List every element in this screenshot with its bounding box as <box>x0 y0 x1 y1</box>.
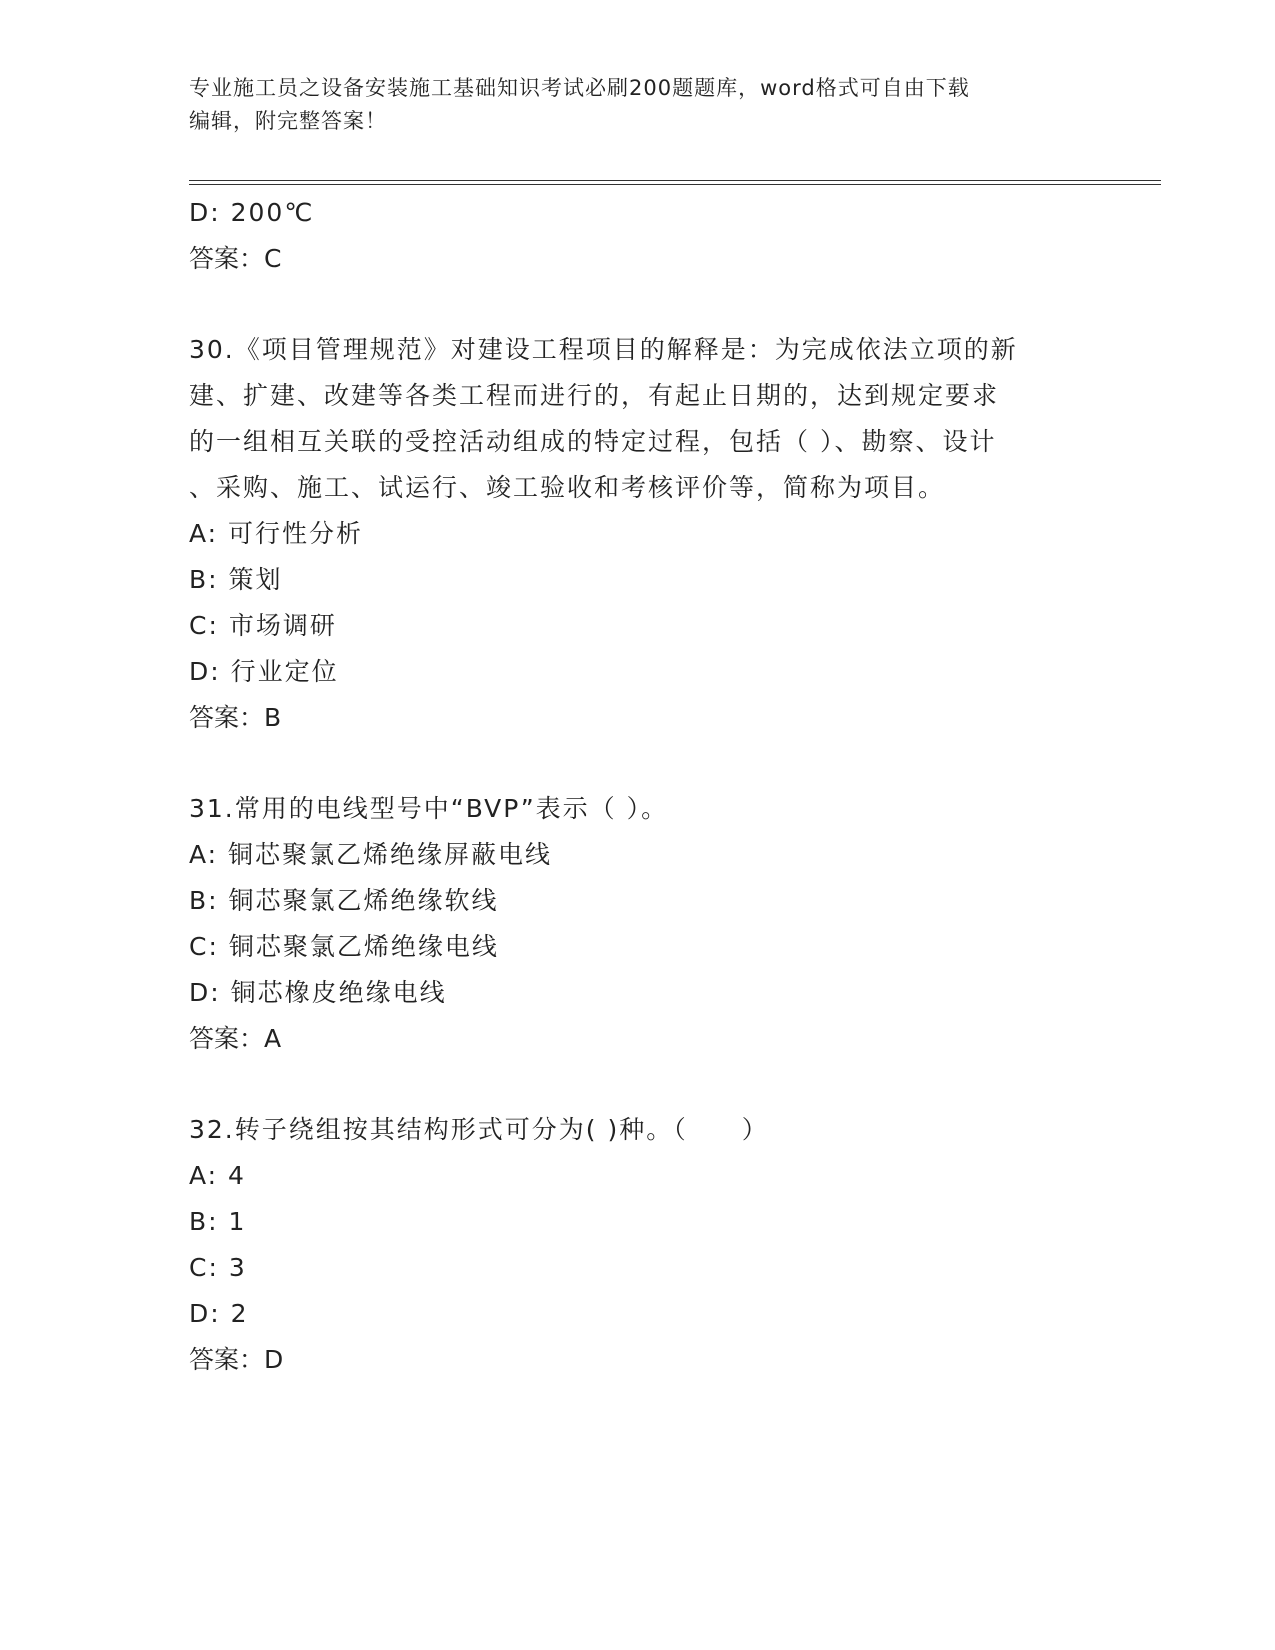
question-content <box>189 190 1089 1383</box>
question-30 <box>189 327 1089 741</box>
question-30-line: 的一组相互关联的受控活动组成的特定过程，包括（ ）、勘察、设计 <box>189 427 997 456</box>
spacer <box>189 1062 1089 1107</box>
question-32-option-a: A: 4 <box>189 1161 246 1190</box>
question-31-option-c: C: 铜芯聚氯乙烯绝缘电线 <box>189 932 499 961</box>
question-30-line: 、采购、施工、试运行、竣工验收和考核评价等，简称为项目。 <box>189 473 946 502</box>
question-32-answer: 答案：D <box>189 1345 284 1374</box>
question-31-text: 31.常用的电线型号中“BVP”表示（ ）。 <box>189 794 669 823</box>
question-30-option-a: A: 可行性分析 <box>189 519 364 548</box>
prev-answer: 答案：C <box>189 244 282 273</box>
question-31 <box>189 786 1089 1062</box>
question-31-option-b: B: 铜芯聚氯乙烯绝缘软线 <box>189 886 499 915</box>
question-30-option-b: B: 策划 <box>189 565 283 594</box>
header-title-line-1: 专业施工员之设备安装施工基础知识考试必刷200题题库，word格式可自由下载 <box>189 76 970 100</box>
question-30-line: 建、扩建、改建等各类工程而进行的，有起止日期的，达到规定要求 <box>189 381 1000 410</box>
question-30-answer: 答案：B <box>189 703 282 732</box>
question-30-option-d: D: 行业定位 <box>189 657 339 686</box>
document-header <box>189 72 1089 138</box>
prev-option-d: D: 200℃ <box>189 198 315 227</box>
spacer <box>189 741 1089 786</box>
spacer <box>189 282 1089 327</box>
question-30-line: 30.《项目管理规范》对建设工程项目的解释是：为完成依法立项的新 <box>189 335 1018 364</box>
question-30-option-c: C: 市场调研 <box>189 611 337 640</box>
header-divider-top <box>189 180 1161 181</box>
question-32-text: 32.转子绕组按其结构形式可分为( )种。（ ） <box>189 1115 769 1144</box>
question-31-answer: 答案：A <box>189 1024 282 1053</box>
question-32-option-b: B: 1 <box>189 1207 247 1236</box>
question-31-option-d: D: 铜芯橡皮绝缘电线 <box>189 978 447 1007</box>
header-divider-bottom <box>189 184 1161 185</box>
question-32-option-c: C: 3 <box>189 1253 247 1282</box>
question-31-option-a: A: 铜芯聚氯乙烯绝缘屏蔽电线 <box>189 840 553 869</box>
question-32 <box>189 1107 1089 1383</box>
question-32-option-d: D: 2 <box>189 1299 249 1328</box>
header-title-line-2: 编辑，附完整答案！ <box>189 109 387 133</box>
